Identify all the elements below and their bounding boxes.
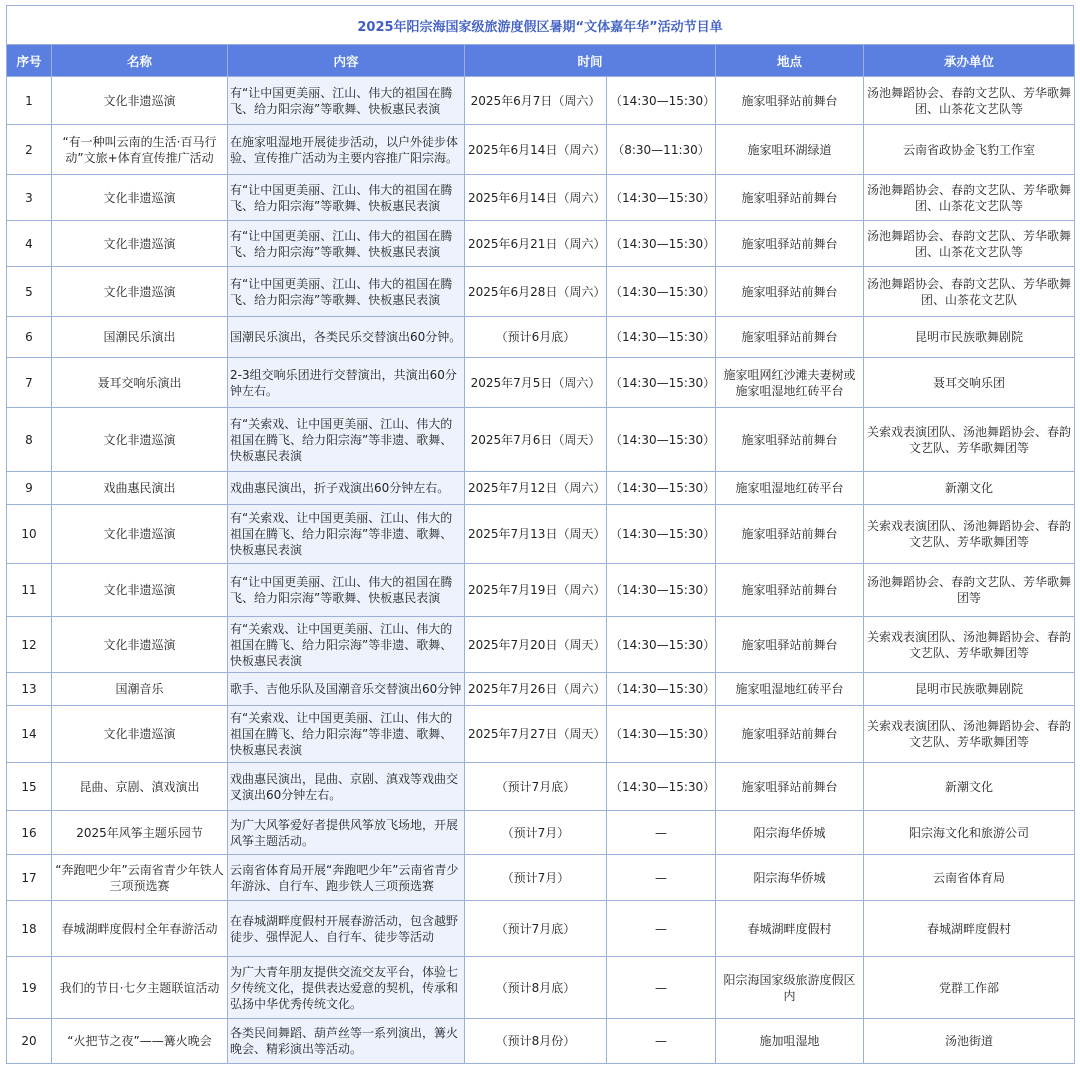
row-org: 汤池舞蹈协会、春韵文艺队、芳华歌舞团、山茶花文艺队等	[864, 221, 1075, 267]
row-content: 有“关索戏、让中国更美丽、江山、伟大的祖国在腾飞、给力阳宗海”等非遗、歌舞、快板惠民表演	[228, 617, 465, 673]
row-content: 戏曲惠民演出，折子戏演出60分钟左右。	[228, 472, 465, 505]
table-row	[7, 811, 1075, 855]
row-org: 关索戏表演团队、汤池舞蹈协会、春韵文艺队、芳华歌舞团等	[864, 505, 1075, 564]
table-row	[7, 505, 1075, 564]
row-time: （8:30—11:30）	[607, 125, 716, 175]
row-date: 2025年7月12日（周六）	[465, 472, 607, 505]
row-place: 施家咀驿站前舞台	[716, 763, 864, 811]
row-seq: 17	[7, 855, 52, 901]
row-seq: 1	[7, 77, 52, 125]
row-place: 施家咀驿站前舞台	[716, 706, 864, 763]
row-time: （14:30—15:30）	[607, 505, 716, 564]
header-org: 承办单位	[864, 45, 1075, 77]
row-time: （14:30—15:30）	[607, 175, 716, 221]
row-content: 国潮民乐演出，各类民乐交替演出60分钟。	[228, 317, 465, 358]
table-row	[7, 706, 1075, 763]
row-place: 施家咀湿地红砖平台	[716, 472, 864, 505]
row-content: 为广大风筝爱好者提供风筝放飞场地，开展风筝主题活动。	[228, 811, 465, 855]
sheet-title: 2025年阳宗海国家级旅游度假区暑期“文体嘉年华”活动节目单	[6, 5, 1074, 44]
row-org: 关索戏表演团队、汤池舞蹈协会、春韵文艺队、芳华歌舞团等	[864, 617, 1075, 673]
row-date: 2025年7月6日（周天）	[465, 408, 607, 472]
row-name: 戏曲惠民演出	[52, 472, 228, 505]
row-org: 关索戏表演团队、汤池舞蹈协会、春韵文艺队、芳华歌舞团等	[864, 706, 1075, 763]
row-time: （14:30—15:30）	[607, 408, 716, 472]
row-time: —	[607, 957, 716, 1019]
row-content: 有“让中国更美丽、江山、伟大的祖国在腾飞、给力阳宗海”等歌舞、快板惠民表演	[228, 267, 465, 317]
row-time: （14:30—15:30）	[607, 564, 716, 617]
row-name: “火把节之夜”——篝火晚会	[52, 1019, 228, 1064]
row-content: 在春城湖畔度假村开展春游活动，包含越野徒步、强悍泥人、自行车、徒步等活动	[228, 901, 465, 957]
row-name: 文化非遗巡演	[52, 706, 228, 763]
row-name: 文化非遗巡演	[52, 175, 228, 221]
row-place: 施家咀网红沙滩夫妻树或施家咀湿地红砖平台	[716, 358, 864, 408]
header-time: 时间	[465, 45, 716, 77]
header-seq: 序号	[7, 45, 52, 77]
table-row	[7, 267, 1075, 317]
row-org: 昆明市民族歌舞剧院	[864, 317, 1075, 358]
header-name: 名称	[52, 45, 228, 77]
row-org: 云南省政协金飞豹工作室	[864, 125, 1075, 175]
row-place: 施家咀环湖绿道	[716, 125, 864, 175]
row-place: 施家咀驿站前舞台	[716, 221, 864, 267]
table-row	[7, 1019, 1075, 1064]
header-row	[7, 45, 1075, 77]
row-seq: 12	[7, 617, 52, 673]
table-row	[7, 901, 1075, 957]
row-place: 阳宗海国家级旅游度假区内	[716, 957, 864, 1019]
table-row	[7, 175, 1075, 221]
row-org: 汤池舞蹈协会、春韵文艺队、芳华歌舞团、山茶花文艺队等	[864, 77, 1075, 125]
row-seq: 11	[7, 564, 52, 617]
row-content: 有“让中国更美丽、江山、伟大的祖国在腾飞、给力阳宗海”等歌舞、快板惠民表演	[228, 564, 465, 617]
row-seq: 20	[7, 1019, 52, 1064]
row-place: 施家咀驿站前舞台	[716, 175, 864, 221]
table-row	[7, 763, 1075, 811]
row-date: 2025年6月28日（周六）	[465, 267, 607, 317]
row-org: 新潮文化	[864, 763, 1075, 811]
schedule-table	[6, 44, 1075, 1064]
row-name: 文化非遗巡演	[52, 408, 228, 472]
row-time: （14:30—15:30）	[607, 77, 716, 125]
table-row	[7, 564, 1075, 617]
row-seq: 5	[7, 267, 52, 317]
row-seq: 8	[7, 408, 52, 472]
row-content: 有“让中国更美丽、江山、伟大的祖国在腾飞、给力阳宗海”等歌舞、快板惠民表演	[228, 221, 465, 267]
row-name: 国潮音乐	[52, 673, 228, 706]
row-place: 春城湖畔度假村	[716, 901, 864, 957]
row-place: 施家咀驿站前舞台	[716, 77, 864, 125]
row-org: 汤池街道	[864, 1019, 1075, 1064]
row-place: 施家咀驿站前舞台	[716, 317, 864, 358]
table-row	[7, 855, 1075, 901]
row-org: 云南省体育局	[864, 855, 1075, 901]
table-row	[7, 957, 1075, 1019]
row-date: 2025年6月21日（周六）	[465, 221, 607, 267]
row-place: 施家咀驿站前舞台	[716, 617, 864, 673]
row-content: 有“关索戏、让中国更美丽、江山、伟大的祖国在腾飞、给力阳宗海”等非遗、歌舞、快板惠民表演	[228, 408, 465, 472]
row-seq: 6	[7, 317, 52, 358]
row-time: （14:30—15:30）	[607, 317, 716, 358]
row-date: （预计7月）	[465, 811, 607, 855]
row-time: （14:30—15:30）	[607, 221, 716, 267]
row-time: （14:30—15:30）	[607, 617, 716, 673]
row-name: 聂耳交响乐演出	[52, 358, 228, 408]
row-date: （预计8月底）	[465, 957, 607, 1019]
row-time: （14:30—15:30）	[607, 673, 716, 706]
row-content: 有“关索戏、让中国更美丽、江山、伟大的祖国在腾飞、给力阳宗海”等非遗、歌舞、快板惠民表演	[228, 706, 465, 763]
table-row	[7, 472, 1075, 505]
row-place: 施家咀驿站前舞台	[716, 267, 864, 317]
row-content: 歌手、吉他乐队及国潮音乐交替演出60分钟	[228, 673, 465, 706]
row-org: 阳宗海文化和旅游公司	[864, 811, 1075, 855]
row-place: 施家咀驿站前舞台	[716, 408, 864, 472]
row-place: 阳宗海华侨城	[716, 811, 864, 855]
schedule-sheet	[6, 5, 1074, 1064]
row-date: 2025年6月14日（周六）	[465, 175, 607, 221]
row-seq: 10	[7, 505, 52, 564]
row-time: （14:30—15:30）	[607, 358, 716, 408]
row-content: 2-3组交响乐团进行交替演出，共演出60分钟左右。	[228, 358, 465, 408]
row-seq: 9	[7, 472, 52, 505]
row-org: 春城湖畔度假村	[864, 901, 1075, 957]
row-org: 关索戏表演团队、汤池舞蹈协会、春韵文艺队、芳华歌舞团等	[864, 408, 1075, 472]
row-content: 在施家咀湿地开展徒步活动，以户外徒步体验、宣传推广活动为主要内容推广阳宗海。	[228, 125, 465, 175]
row-content: 戏曲惠民演出，昆曲、京剧、滇戏等戏曲交叉演出60分钟左右。	[228, 763, 465, 811]
row-date: 2025年7月20日（周天）	[465, 617, 607, 673]
row-content: 各类民间舞蹈、葫芦丝等一系列演出，篝火晚会、精彩演出等活动。	[228, 1019, 465, 1064]
row-date: 2025年7月19日（周六）	[465, 564, 607, 617]
row-org: 昆明市民族歌舞剧院	[864, 673, 1075, 706]
row-name: 春城湖畔度假村全年春游活动	[52, 901, 228, 957]
row-content: 云南省体育局开展“奔跑吧少年”云南省青少年游泳、自行车、跑步铁人三项预选赛	[228, 855, 465, 901]
row-org: 党群工作部	[864, 957, 1075, 1019]
row-content: 为广大青年朋友提供交流交友平台，体验七夕传统文化，提供表达爱意的契机，传承和弘扬中华优秀传统文化。	[228, 957, 465, 1019]
row-date: 2025年7月27日（周天）	[465, 706, 607, 763]
row-date: 2025年7月5日（周六）	[465, 358, 607, 408]
header-place: 地点	[716, 45, 864, 77]
row-seq: 16	[7, 811, 52, 855]
row-date: 2025年6月14日（周六）	[465, 125, 607, 175]
table-row	[7, 408, 1075, 472]
row-seq: 18	[7, 901, 52, 957]
row-name: “奔跑吧少年”云南省青少年铁人三项预选赛	[52, 855, 228, 901]
row-seq: 4	[7, 221, 52, 267]
row-time: —	[607, 901, 716, 957]
row-org: 聂耳交响乐团	[864, 358, 1075, 408]
table-row	[7, 617, 1075, 673]
row-date: （预计6月底）	[465, 317, 607, 358]
row-place: 阳宗海华侨城	[716, 855, 864, 901]
table-row	[7, 317, 1075, 358]
row-content: 有“让中国更美丽、江山、伟大的祖国在腾飞、给力阳宗海”等歌舞、快板惠民表演	[228, 175, 465, 221]
row-org: 汤池舞蹈协会、春韵文艺队、芳华歌舞团、山茶花文艺队	[864, 267, 1075, 317]
table-row	[7, 125, 1075, 175]
row-date: 2025年6月7日（周六）	[465, 77, 607, 125]
row-name: “有一种叫云南的生活·百马行动”文旅+体育宣传推广活动	[52, 125, 228, 175]
row-date: （预计8月份）	[465, 1019, 607, 1064]
row-org: 汤池舞蹈协会、春韵文艺队、芳华歌舞团、山茶花文艺队等	[864, 175, 1075, 221]
table-row	[7, 358, 1075, 408]
row-name: 文化非遗巡演	[52, 267, 228, 317]
table-row	[7, 77, 1075, 125]
row-date: （预计7月底）	[465, 763, 607, 811]
row-name: 文化非遗巡演	[52, 221, 228, 267]
row-seq: 14	[7, 706, 52, 763]
row-time: （14:30—15:30）	[607, 472, 716, 505]
row-time: （14:30—15:30）	[607, 763, 716, 811]
row-name: 我们的节日·七夕主题联谊活动	[52, 957, 228, 1019]
row-date: （预计7月底）	[465, 901, 607, 957]
table-row	[7, 221, 1075, 267]
row-time: （14:30—15:30）	[607, 267, 716, 317]
row-seq: 19	[7, 957, 52, 1019]
table-row	[7, 673, 1075, 706]
row-time: —	[607, 1019, 716, 1064]
row-seq: 15	[7, 763, 52, 811]
row-name: 2025年风筝主题乐园节	[52, 811, 228, 855]
row-content: 有“关索戏、让中国更美丽、江山、伟大的祖国在腾飞、给力阳宗海”等非遗、歌舞、快板惠民表演	[228, 505, 465, 564]
row-name: 文化非遗巡演	[52, 617, 228, 673]
row-seq: 13	[7, 673, 52, 706]
row-name: 文化非遗巡演	[52, 564, 228, 617]
row-name: 昆曲、京剧、滇戏演出	[52, 763, 228, 811]
row-date: 2025年7月26日（周六）	[465, 673, 607, 706]
row-place: 施家咀湿地红砖平台	[716, 673, 864, 706]
row-name: 文化非遗巡演	[52, 77, 228, 125]
row-time: —	[607, 855, 716, 901]
row-place: 施家咀驿站前舞台	[716, 505, 864, 564]
row-content: 有“让中国更美丽、江山、伟大的祖国在腾飞、给力阳宗海”等歌舞、快板惠民表演	[228, 77, 465, 125]
row-time: —	[607, 811, 716, 855]
row-date: （预计7月）	[465, 855, 607, 901]
row-seq: 2	[7, 125, 52, 175]
row-place: 施家咀驿站前舞台	[716, 564, 864, 617]
row-seq: 3	[7, 175, 52, 221]
row-seq: 7	[7, 358, 52, 408]
row-org: 汤池舞蹈协会、春韵文艺队、芳华歌舞团等	[864, 564, 1075, 617]
row-name: 国潮民乐演出	[52, 317, 228, 358]
row-time: （14:30—15:30）	[607, 706, 716, 763]
row-place: 施加咀湿地	[716, 1019, 864, 1064]
row-name: 文化非遗巡演	[52, 505, 228, 564]
row-org: 新潮文化	[864, 472, 1075, 505]
row-date: 2025年7月13日（周天）	[465, 505, 607, 564]
header-content: 内容	[228, 45, 465, 77]
